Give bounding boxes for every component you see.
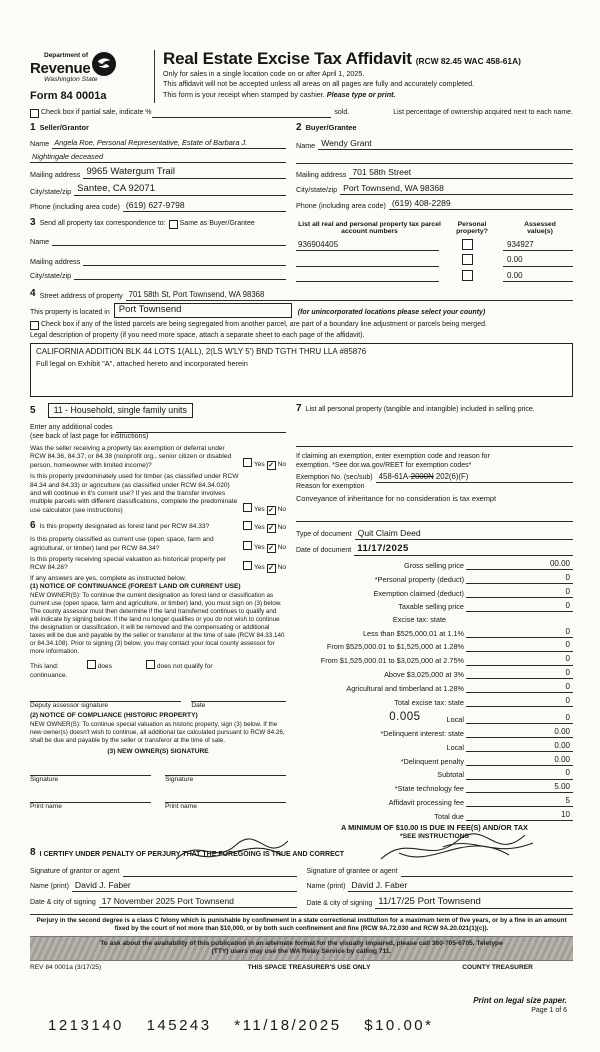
tax-row-total-state: Total excise tax: state 0	[296, 696, 573, 707]
deputy-assessor-label: Deputy assessor signature	[30, 701, 109, 709]
segregated-checkbox[interactable]	[30, 321, 39, 330]
seller-grantor-section	[30, 122, 286, 212]
tax-row-gross: Gross selling price 00.00	[296, 559, 573, 570]
tax-value-field[interactable]: 0	[466, 713, 573, 724]
segregated-label: Check box if any of the listed parcels are being segregated from another parcel, are part of a boundary line adjustment or parcels being merged.	[41, 320, 487, 328]
corr-mailing-field[interactable]	[83, 256, 286, 266]
tax-value-field[interactable]: 0	[466, 768, 573, 779]
same-as-buyer-checkbox[interactable]	[169, 220, 178, 229]
tax-row-tier4: Above $3,025,000 at 3% 0	[296, 668, 573, 679]
tax-value-field[interactable]: 0.00	[466, 727, 573, 738]
does-checkbox[interactable]	[87, 660, 96, 669]
section-2-number: 2	[296, 121, 302, 133]
notice-continuance-title: (1) NOTICE OF CONTINUANCE (FOREST LAND OR CURRENT USE)	[30, 583, 241, 591]
parcel-number-field[interactable]	[296, 257, 439, 267]
land-qualify-row: This land: does does not qualify for	[30, 660, 286, 671]
print-name-label: Print name	[30, 802, 62, 810]
header-instruction-3: This form is your receipt when stamped by cashier. Please type or print.	[163, 89, 396, 99]
section-7-number: 7	[296, 402, 302, 414]
grantee-name-print-label: Name (print)	[306, 883, 346, 891]
seller-city-field[interactable]: Santee, CA 92071	[74, 183, 286, 196]
tax-value-field[interactable]: 0	[466, 587, 573, 598]
section-3-number: 3	[30, 216, 36, 228]
grantor-name-field[interactable]: David J. Faber	[72, 880, 297, 892]
tax-value-field[interactable]: 00.00	[466, 559, 573, 570]
notice-continuance-body: NEW OWNER(S): To continue the current designation as forest land or classification as current use (open space, farm and agriculture, or timber) land, you must sign on (3) below. The county assessor must then determine if the land transferred continues to qualify and will indicate by signing below. If the land no longer qualifies or you do not wish to continue the designation or classification, it will be removed and the compensating or additional taxes will be due and payable by the seller or transferor at the time of sale (RCW 84.33.140 or 84.34.108). Prior to signing (3) below, you may contact your local county assessor for more information.	[30, 591, 285, 656]
forest-land-question: 6 Is this property designated as forest land per RCW 84.33? Yes ✓ No	[30, 520, 286, 533]
ownership-percent-note: List percentage of ownership acquired next to each name.	[393, 108, 573, 116]
dor-swirl-logo-icon	[92, 52, 116, 76]
tax-value-field[interactable]: 0	[466, 640, 573, 651]
legal-description-line1: CALIFORNIA ADDITION BLK 44 LOTS 1(ALL), 2(LS W'LY 5') BND TGTH THRU LLA #85876	[36, 346, 367, 356]
tax-row-delinq-interest: *Delinquent interest: state 0.00	[296, 727, 573, 738]
tax-value-field[interactable]: 0	[466, 601, 573, 612]
minimum-due-note: A MINIMUM OF $10.00 IS DUE IN FEE(S) AND/OR TAX	[341, 823, 528, 833]
buyer-city-field[interactable]: Port Townsend, WA 98368	[340, 183, 573, 195]
buyer-name-label: Name	[296, 140, 316, 150]
personal-property-checkbox[interactable]	[462, 239, 473, 250]
q2-yes-checkbox[interactable]	[243, 503, 252, 512]
street-address-field[interactable]: 701 58th St, Port Townsend, WA 98368	[126, 290, 573, 301]
tax-row-delinq-local: Local 0.00	[296, 741, 573, 752]
section-6-number: 6	[30, 520, 36, 532]
q1-yes-checkbox[interactable]	[243, 458, 252, 467]
exemption-no-field[interactable]: 458-61A-2000N 202(6)(F)	[376, 472, 573, 483]
partial-sale-percent-field[interactable]	[152, 108, 332, 118]
partial-sale-label: Check box if partial sale, indicate %	[41, 108, 152, 116]
rev-number: REV 84 0001a (3/17/25)	[30, 963, 102, 971]
tax-row-tier2: From $525,000.01 to $1,525,000 at 1.28% 0	[296, 640, 573, 651]
see-back-note: (see back of last page for instructions)	[30, 432, 149, 440]
personal-property-field[interactable]	[296, 437, 573, 447]
tax-value-field[interactable]: 0.00	[466, 741, 573, 752]
doc-date-field[interactable]: 11/17/2025	[354, 543, 573, 556]
parcel-number-field[interactable]: 936904405	[296, 240, 439, 251]
accessibility-band: To ask about the availability of this publication in an alternate format for the visually impaired, please call 360-705-6705. Teletype (TTY) users may use the WA Relay Service by calling 711.	[30, 936, 573, 961]
grantor-signature-field[interactable]	[123, 867, 297, 877]
grantor-name-print-label: Name (print)	[30, 883, 69, 891]
personal-property-tax-column	[296, 403, 573, 842]
continuance-label: continuance.	[30, 671, 68, 679]
treasurer-stamp: 1213140 145243 *11/18/2025 $10.00*	[48, 1017, 434, 1035]
tax-value-field[interactable]: 0	[466, 627, 573, 638]
parcel-row	[296, 254, 573, 266]
does-not-checkbox[interactable]	[146, 660, 155, 669]
tax-row-processing-fee: Affidavit processing fee 5	[296, 796, 573, 807]
tax-row-taxable: Taxable selling price 0	[296, 601, 573, 612]
tax-value-field[interactable]: 0	[466, 682, 573, 693]
buyer-grantee-section	[296, 122, 573, 212]
tax-row-delinq-penalty: *Delinquent penalty 0.00	[296, 755, 573, 766]
certification-section	[30, 847, 573, 909]
assessed-value-field[interactable]: 0.00	[503, 271, 573, 282]
corr-name-label: Name	[30, 237, 50, 247]
perjury-statement: Perjury in the second degree is a class C felony which is punishable by confinement in a state correctional institution for a maximum term of five years, or by a fine in an amount fixed by the court of not more than $10,000, or by both such confinement and fine (RCW 9A.72.030 and RCW 9A.20.021(1)(c)).	[30, 914, 573, 933]
q4-yes-checkbox[interactable]	[243, 541, 252, 550]
q2-no-checkbox[interactable]	[267, 506, 276, 515]
revenue-wordmark: Revenue	[30, 59, 91, 77]
form-number: Form 84 0001a	[30, 89, 107, 102]
tax-value-field[interactable]: 0.00	[466, 755, 573, 766]
section-5-number: 5	[30, 405, 36, 417]
located-in-select[interactable]: Port Townsend	[114, 303, 292, 318]
correspondence-label: Send all property tax correspondence to:	[39, 220, 166, 228]
q5-no-checkbox[interactable]	[267, 564, 276, 573]
located-in-label: This property is located in	[30, 308, 110, 316]
q4-no-checkbox[interactable]	[267, 544, 276, 553]
rev-row	[30, 964, 573, 972]
additional-codes-label: Enter any additional codes	[30, 423, 113, 431]
new-owner-printname-field-2[interactable]	[165, 792, 286, 803]
partial-sale-row	[30, 108, 573, 118]
seller-city-label: City/state/zip	[30, 186, 72, 196]
this-land-label: This land:	[30, 663, 59, 671]
form-title-rcw: (RCW 82.45 WAC 458-61A)	[415, 56, 521, 66]
section-1-number: 1	[30, 121, 36, 133]
grantee-name-field[interactable]: David J. Faber	[348, 880, 573, 892]
located-in-note: (for unincorporated locations please select your county)	[297, 308, 486, 316]
historical-property-question: Is this property receiving special valuation as historical property per RCW 84.26? Yes ✓ No	[30, 556, 286, 573]
seller-mailing-label: Mailing address	[30, 170, 81, 180]
parcel-row	[296, 270, 573, 282]
header-instruction-2: This affidavit will not be accepted unless all areas on all pages are fully and accurately completed.	[163, 79, 475, 89]
legal-description-box[interactable]	[30, 343, 573, 397]
buyer-mailing-label: Mailing address	[296, 169, 347, 179]
legal-description-line2: Full legal on Exhibit "A", attached hereto and incorporated herein	[36, 358, 248, 368]
print-name-label: Print name	[165, 802, 197, 810]
seller-grantor-title: Seller/Grantor	[39, 122, 89, 132]
buyer-city-label: City/state/zip	[296, 185, 338, 195]
additional-codes-field[interactable]	[116, 423, 287, 433]
reason-exemption-value: Conveyance of inheritance for no consideration is tax exempt	[296, 494, 497, 504]
buyer-mailing-field[interactable]: 701 58th Street	[349, 167, 573, 179]
property-section	[30, 288, 573, 397]
reason-exemption-field[interactable]	[296, 512, 573, 522]
corr-name-field[interactable]	[52, 236, 286, 246]
print-legal-note: Print on legal size paper.	[473, 996, 567, 1006]
same-as-buyer-label: Same as Buyer/Grantee	[179, 220, 255, 228]
parcel-table	[296, 217, 573, 282]
seller-phone-field[interactable]: (619) 627-9798	[123, 200, 286, 212]
seller-mailing-field[interactable]: 9965 Watergum Trail	[83, 166, 286, 179]
dept-of-label: Department of	[44, 52, 89, 60]
notice-compliance-title: (2) NOTICE OF COMPLIANCE (HISTORIC PROPERTY)	[30, 712, 198, 720]
partial-sale-suffix: sold.	[334, 108, 350, 116]
corr-city-label: City/state/zip	[30, 270, 72, 280]
exemption-no-label: Exemption No. (sec/sub)	[296, 474, 373, 482]
tax-row-exemption: Exemption claimed (deduct) 0	[296, 587, 573, 598]
new-owner-signature-title: (3) NEW OWNER(S) SIGNATURE	[107, 747, 209, 755]
tax-correspondence-section	[30, 217, 286, 282]
legal-description-label: Legal description of property (if you need more space, attach a separate sheet to each page of the affidavit).	[30, 331, 365, 339]
treasurer-use-label: THIS SPACE TREASURER'S USE ONLY	[247, 963, 371, 971]
q3-yes-checkbox[interactable]	[243, 521, 252, 530]
tax-row-tier1: Less than $525,000.01 at 1.1% 0	[296, 627, 573, 638]
tax-row-local: 0.005 Local 0	[296, 710, 573, 725]
certify-statement: I CERTIFY UNDER PENALTY OF PERJURY THAT THE FOREGOING IS TRUE AND CORRECT	[39, 851, 345, 859]
deputy-date-label: Date	[191, 701, 206, 709]
buyer-name-field-2[interactable]	[296, 154, 573, 164]
seller-name-field[interactable]: Angela Roe, Personal Representative, Estate of Barbara J.	[52, 138, 286, 148]
q1-no-checkbox[interactable]	[267, 461, 276, 470]
notice-compliance-body: NEW OWNER(S): To continue special valuation as historic property, sign (3) below. If the new owner(s) doesn't wish to continue, all additional tax calculated pursuant to RCW 84.26, shall be due and payable by the seller or transferor at the time of sale.	[30, 720, 285, 744]
timber-agriculture-question: Is this property predominately used for timber (as classified under RCW 84.34 and 84.33) or agriculture (as classified under RCW 84.34.020) and will continue in it's current use? If yes and the transfer involves multiple parcels with different classifications, complete the predominate use calculator (see instructions) Yes ✓ No	[30, 473, 286, 515]
personal-property-checkbox[interactable]	[462, 270, 473, 281]
parcel-col3-header: Assessed value(s)	[524, 220, 556, 236]
tax-value-field[interactable]: 5.00	[466, 782, 573, 793]
new-owner-signature-field-1[interactable]	[30, 765, 151, 776]
grantor-sig-label: Signature of grantor or agent	[30, 867, 120, 875]
grantor-date-city-label: Date & city of signing	[30, 898, 96, 906]
tax-value-field[interactable]: 0	[466, 696, 573, 707]
page-indicator: Page 1 of 6	[531, 1006, 567, 1014]
grantee-sig-label: Signature of grantee or agent	[306, 867, 398, 875]
personal-property-label: List all personal property (tangible and intangible) included in selling price.	[305, 406, 535, 414]
tax-row-personal: *Personal property (deduct) 0	[296, 573, 573, 584]
reason-exemption-label: Reason for exemption	[296, 483, 365, 491]
signature-label: Signature	[30, 776, 59, 784]
deputy-assessor-signature-field[interactable]	[30, 691, 181, 702]
grantee-date-city-label: Date & city of signing	[306, 899, 373, 907]
doc-type-label: Type of document	[296, 530, 352, 538]
assessed-value-field[interactable]: 0.00	[503, 255, 573, 266]
street-address-label: Street address of property	[39, 291, 123, 301]
parcel-row	[296, 239, 573, 251]
exemption-claim-text: If claiming an exemption, enter exemption code and reason for exemption. *See dor.wa.gov/REET for exemption codes*	[296, 453, 490, 470]
tax-value-field[interactable]: 10	[466, 810, 573, 821]
header-instruction-1: Only for sales in a single location code on or after April 1, 2025.	[163, 68, 365, 78]
county-treasurer-label: COUNTY TREASURER	[462, 963, 533, 971]
corr-city-field[interactable]	[74, 270, 286, 280]
see-instructions-note: *SEE INSTRUCTIONS	[399, 832, 470, 840]
new-owner-signature-field-2[interactable]	[165, 765, 286, 776]
local-rate-value: 0.005	[389, 710, 421, 723]
grantor-date-city-field[interactable]: 17 November 2025 Port Townsend	[99, 896, 297, 908]
seller-name-label: Name	[30, 139, 50, 149]
excise-tax-state-header: Excise tax: state	[392, 614, 447, 624]
section-8-number: 8	[30, 847, 36, 859]
tax-row-agricultural: Agricultural and timberland at 1.28% 0	[296, 682, 573, 693]
q5-yes-checkbox[interactable]	[243, 561, 252, 570]
doc-date-label: Date of document	[296, 547, 352, 555]
form-header	[30, 50, 573, 103]
section-4-number: 4	[30, 287, 36, 299]
tax-value-field[interactable]: 0	[466, 654, 573, 665]
dor-logo-block	[30, 50, 154, 103]
new-owner-printname-field-1[interactable]	[30, 792, 151, 803]
seller-name-field-2[interactable]: Nightingale deceased	[30, 152, 286, 162]
signature-label: Signature	[165, 776, 194, 784]
personal-property-checkbox[interactable]	[462, 254, 473, 265]
buyer-name-field[interactable]: Wendy Grant	[318, 138, 573, 150]
washington-state-label: Washington State	[44, 76, 98, 83]
if-yes-note: If any answers are yes, complete as instructed below.	[30, 574, 187, 582]
q3-no-checkbox[interactable]	[267, 524, 276, 533]
buyer-phone-field[interactable]: (619) 408-2289	[389, 198, 573, 210]
tax-value-field[interactable]: 5	[466, 796, 573, 807]
parcel-col1-header: List all real and personal property tax parcel account numbers	[298, 220, 441, 236]
doc-type-field[interactable]: Quit Claim Deed	[355, 528, 573, 540]
land-use-code-field[interactable]: 11 - Household, single family units	[48, 403, 193, 418]
seller-phone-label: Phone (including area code)	[30, 202, 120, 212]
partial-sale-checkbox[interactable]	[30, 109, 39, 118]
buyer-grantee-title: Buyer/Grantee	[305, 122, 357, 132]
parcel-number-field[interactable]	[296, 272, 439, 282]
corr-mailing-label: Mailing address	[30, 257, 81, 267]
tax-value-field[interactable]: 0	[466, 573, 573, 584]
tax-row-subtotal: Subtotal 0	[296, 768, 573, 779]
assessed-value-field[interactable]: 934927	[503, 240, 573, 251]
tax-row-tech-fee: *State technology fee 5.00	[296, 782, 573, 793]
tax-value-field[interactable]: 0	[466, 668, 573, 679]
buyer-phone-label: Phone (including area code)	[296, 200, 386, 210]
deputy-date-field[interactable]	[191, 691, 286, 702]
current-use-question: Is this property classified as current use (open space, farm and agricultural, or timber) land per RCW 84.34? Yes ✓ No	[30, 536, 286, 553]
bottom-area	[30, 972, 573, 1052]
use-classification-column	[30, 403, 286, 842]
form-title: Real Estate Excise Tax Affidavit	[163, 49, 412, 68]
exemption-deferral-question: Was the seller receiving a property tax exemption or deferral under RCW 84.36, 84.37, or 84.38 (nonprofit org., senior citizen or disabled person, homeowner with limited income)? Yes ✓ No	[30, 445, 286, 470]
grantee-date-city-field[interactable]: 11/17/25 Port Townsend	[375, 896, 573, 909]
tax-row-tier3: From $1,525,000.01 to $3,025,000 at 2.75% 0	[296, 654, 573, 665]
grantee-signature-field[interactable]	[401, 867, 573, 877]
parcel-col2-header: Personal property?	[456, 220, 488, 236]
tax-row-total-due: Total due 10	[296, 810, 573, 821]
